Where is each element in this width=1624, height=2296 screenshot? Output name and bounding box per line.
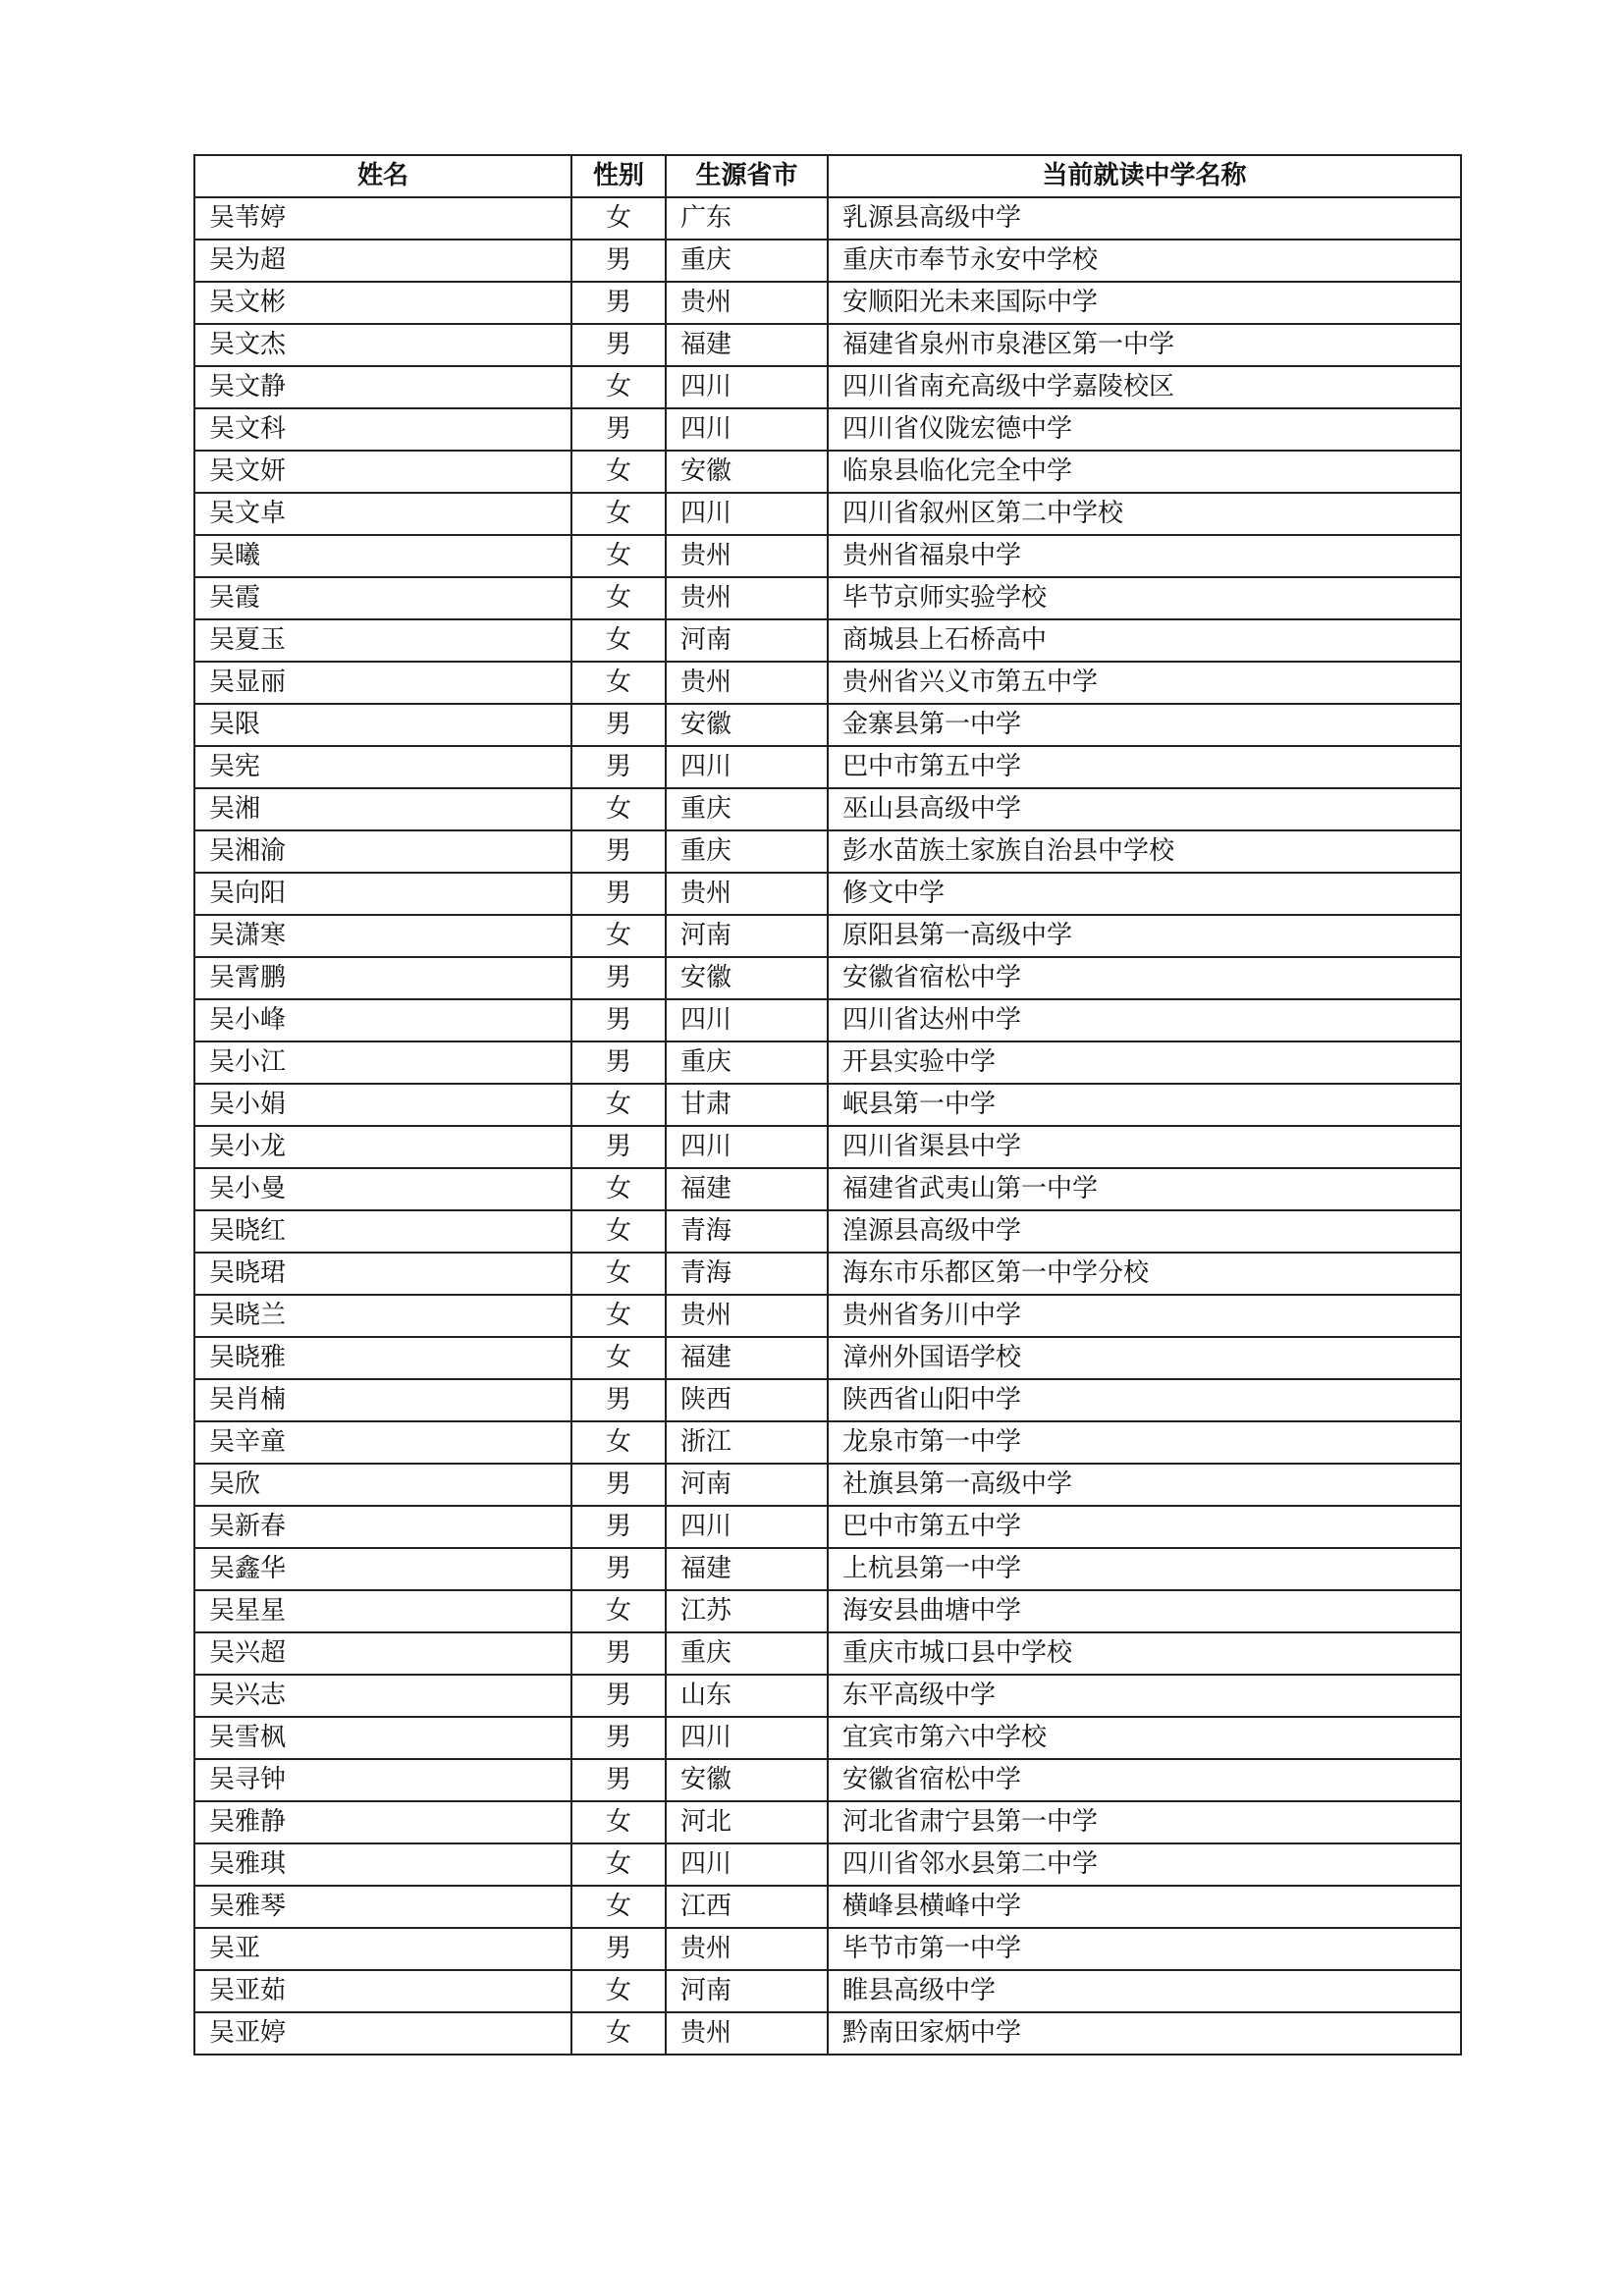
cell-gender: 男 (571, 1717, 666, 1759)
cell-name: 吴晓珺 (194, 1253, 571, 1295)
table-row (194, 1759, 1461, 1801)
cell-name: 吴小峰 (194, 999, 571, 1041)
table-row (194, 1041, 1461, 1084)
table-row (194, 619, 1461, 662)
cell-province: 四川 (666, 1506, 828, 1548)
cell-province: 甘肃 (666, 1084, 828, 1126)
cell-school: 巴中市第五中学 (828, 1506, 1461, 1548)
cell-school: 巴中市第五中学 (828, 746, 1461, 788)
table-row (194, 1717, 1461, 1759)
table-row (194, 1548, 1461, 1590)
cell-province: 河南 (666, 1970, 828, 2012)
cell-gender: 男 (571, 957, 666, 999)
table-row (194, 1464, 1461, 1506)
cell-name: 吴雅静 (194, 1801, 571, 1843)
header-name: 姓名 (194, 155, 571, 197)
cell-gender: 男 (571, 408, 666, 451)
table-row (194, 830, 1461, 873)
table-row (194, 915, 1461, 957)
cell-gender: 女 (571, 619, 666, 662)
cell-name: 吴星星 (194, 1590, 571, 1632)
cell-school: 安徽省宿松中学 (828, 1759, 1461, 1801)
cell-school: 重庆市奉节永安中学校 (828, 240, 1461, 282)
document-page (193, 154, 1460, 2056)
cell-school: 四川省仪陇宏德中学 (828, 408, 1461, 451)
cell-province: 山东 (666, 1675, 828, 1717)
cell-gender: 女 (571, 915, 666, 957)
cell-province: 贵州 (666, 577, 828, 619)
cell-name: 吴霄鹏 (194, 957, 571, 999)
cell-name: 吴欣 (194, 1464, 571, 1506)
cell-school: 贵州省务川中学 (828, 1295, 1461, 1337)
cell-gender: 男 (571, 1548, 666, 1590)
cell-gender: 女 (571, 1295, 666, 1337)
cell-school: 岷县第一中学 (828, 1084, 1461, 1126)
cell-province: 四川 (666, 493, 828, 535)
table-row (194, 1506, 1461, 1548)
cell-province: 贵州 (666, 282, 828, 324)
cell-gender: 女 (571, 1801, 666, 1843)
cell-province: 江苏 (666, 1590, 828, 1632)
cell-school: 陕西省山阳中学 (828, 1379, 1461, 1421)
cell-school: 重庆市城口县中学校 (828, 1632, 1461, 1675)
cell-name: 吴寻钟 (194, 1759, 571, 1801)
table-row (194, 408, 1461, 451)
header-gender: 性别 (571, 155, 666, 197)
table-row (194, 1801, 1461, 1843)
table-row (194, 535, 1461, 577)
cell-gender: 女 (571, 493, 666, 535)
header-province: 生源省市 (666, 155, 828, 197)
table-row (194, 451, 1461, 493)
header-school: 当前就读中学名称 (828, 155, 1461, 197)
cell-province: 重庆 (666, 830, 828, 873)
table-row (194, 1210, 1461, 1253)
cell-name: 吴湘渝 (194, 830, 571, 873)
cell-school: 商城县上石桥高中 (828, 619, 1461, 662)
cell-school: 四川省南充高级中学嘉陵校区 (828, 366, 1461, 408)
cell-province: 四川 (666, 366, 828, 408)
cell-name: 吴文卓 (194, 493, 571, 535)
cell-school: 巫山县高级中学 (828, 788, 1461, 830)
table-row (194, 2012, 1461, 2055)
cell-province: 安徽 (666, 704, 828, 746)
cell-name: 吴肖楠 (194, 1379, 571, 1421)
cell-school: 东平高级中学 (828, 1675, 1461, 1717)
cell-school: 黔南田家炳中学 (828, 2012, 1461, 2055)
cell-province: 河南 (666, 1464, 828, 1506)
cell-name: 吴亚婷 (194, 2012, 571, 2055)
table-row (194, 746, 1461, 788)
table-row (194, 999, 1461, 1041)
cell-province: 河南 (666, 915, 828, 957)
cell-school: 漳州外国语学校 (828, 1337, 1461, 1379)
cell-school: 福建省泉州市泉港区第一中学 (828, 324, 1461, 366)
cell-name: 吴辛童 (194, 1421, 571, 1464)
cell-gender: 男 (571, 1041, 666, 1084)
cell-name: 吴晓兰 (194, 1295, 571, 1337)
cell-name: 吴湘 (194, 788, 571, 830)
cell-gender: 女 (571, 1970, 666, 2012)
cell-school: 原阳县第一高级中学 (828, 915, 1461, 957)
cell-province: 安徽 (666, 1759, 828, 1801)
cell-school: 社旗县第一高级中学 (828, 1464, 1461, 1506)
cell-school: 湟源县高级中学 (828, 1210, 1461, 1253)
cell-gender: 女 (571, 1421, 666, 1464)
cell-province: 重庆 (666, 240, 828, 282)
cell-school: 金寨县第一中学 (828, 704, 1461, 746)
table-row (194, 1253, 1461, 1295)
cell-gender: 女 (571, 577, 666, 619)
table-row (194, 197, 1461, 240)
cell-gender: 女 (571, 535, 666, 577)
cell-gender: 女 (571, 366, 666, 408)
cell-name: 吴霞 (194, 577, 571, 619)
cell-gender: 女 (571, 1337, 666, 1379)
table-row (194, 873, 1461, 915)
table-row (194, 1928, 1461, 1970)
cell-gender: 女 (571, 1590, 666, 1632)
cell-gender: 男 (571, 746, 666, 788)
table-row (194, 1295, 1461, 1337)
cell-province: 贵州 (666, 535, 828, 577)
cell-name: 吴小龙 (194, 1126, 571, 1168)
table-row (194, 1084, 1461, 1126)
cell-province: 广东 (666, 197, 828, 240)
cell-school: 毕节京师实验学校 (828, 577, 1461, 619)
cell-name: 吴宪 (194, 746, 571, 788)
cell-school: 彭水苗族土家族自治县中学校 (828, 830, 1461, 873)
cell-name: 吴文静 (194, 366, 571, 408)
cell-name: 吴亚茹 (194, 1970, 571, 2012)
cell-province: 青海 (666, 1253, 828, 1295)
cell-province: 重庆 (666, 788, 828, 830)
table-row (194, 1421, 1461, 1464)
table-row (194, 788, 1461, 830)
cell-province: 四川 (666, 999, 828, 1041)
cell-gender: 男 (571, 873, 666, 915)
cell-gender: 女 (571, 662, 666, 704)
cell-province: 安徽 (666, 451, 828, 493)
student-roster-table (193, 154, 1462, 2056)
cell-province: 浙江 (666, 1421, 828, 1464)
cell-name: 吴向阳 (194, 873, 571, 915)
cell-gender: 男 (571, 999, 666, 1041)
cell-name: 吴为超 (194, 240, 571, 282)
cell-name: 吴小娟 (194, 1084, 571, 1126)
cell-school: 宜宾市第六中学校 (828, 1717, 1461, 1759)
table-row (194, 1970, 1461, 2012)
cell-province: 贵州 (666, 1295, 828, 1337)
cell-name: 吴晓雅 (194, 1337, 571, 1379)
table-row (194, 1886, 1461, 1928)
cell-province: 重庆 (666, 1041, 828, 1084)
cell-name: 吴雪枫 (194, 1717, 571, 1759)
cell-school: 上杭县第一中学 (828, 1548, 1461, 1590)
cell-name: 吴雅琴 (194, 1886, 571, 1928)
cell-province: 贵州 (666, 1928, 828, 1970)
table-body (194, 197, 1461, 2055)
cell-name: 吴鑫华 (194, 1548, 571, 1590)
cell-gender: 女 (571, 788, 666, 830)
table-row (194, 282, 1461, 324)
table-row (194, 1590, 1461, 1632)
cell-name: 吴文科 (194, 408, 571, 451)
cell-school: 毕节市第一中学 (828, 1928, 1461, 1970)
cell-province: 福建 (666, 1337, 828, 1379)
cell-school: 四川省邻水县第二中学 (828, 1843, 1461, 1886)
cell-province: 福建 (666, 324, 828, 366)
cell-name: 吴晓红 (194, 1210, 571, 1253)
cell-name: 吴夏玉 (194, 619, 571, 662)
cell-school: 安徽省宿松中学 (828, 957, 1461, 999)
cell-school: 贵州省福泉中学 (828, 535, 1461, 577)
cell-gender: 男 (571, 1632, 666, 1675)
cell-gender: 女 (571, 1084, 666, 1126)
cell-school: 龙泉市第一中学 (828, 1421, 1461, 1464)
cell-province: 陕西 (666, 1379, 828, 1421)
cell-name: 吴兴志 (194, 1675, 571, 1717)
cell-name: 吴苇婷 (194, 197, 571, 240)
cell-school: 四川省渠县中学 (828, 1126, 1461, 1168)
cell-gender: 男 (571, 1759, 666, 1801)
cell-gender: 男 (571, 1506, 666, 1548)
cell-province: 河北 (666, 1801, 828, 1843)
cell-gender: 男 (571, 1675, 666, 1717)
cell-province: 四川 (666, 1126, 828, 1168)
cell-gender: 女 (571, 1886, 666, 1928)
cell-name: 吴新春 (194, 1506, 571, 1548)
cell-school: 海安县曲塘中学 (828, 1590, 1461, 1632)
cell-gender: 女 (571, 197, 666, 240)
table-row (194, 957, 1461, 999)
cell-school: 横峰县横峰中学 (828, 1886, 1461, 1928)
cell-name: 吴限 (194, 704, 571, 746)
cell-province: 四川 (666, 1843, 828, 1886)
table-row (194, 240, 1461, 282)
cell-province: 四川 (666, 746, 828, 788)
table-row (194, 366, 1461, 408)
cell-province: 贵州 (666, 2012, 828, 2055)
cell-gender: 男 (571, 1464, 666, 1506)
cell-province: 河南 (666, 619, 828, 662)
table-row (194, 1843, 1461, 1886)
cell-province: 江西 (666, 1886, 828, 1928)
cell-gender: 男 (571, 282, 666, 324)
table-row (194, 493, 1461, 535)
cell-province: 四川 (666, 408, 828, 451)
cell-name: 吴小曼 (194, 1168, 571, 1210)
cell-school: 四川省达州中学 (828, 999, 1461, 1041)
cell-school: 乳源县高级中学 (828, 197, 1461, 240)
table-row (194, 704, 1461, 746)
table-row (194, 1126, 1461, 1168)
cell-province: 四川 (666, 1717, 828, 1759)
cell-gender: 男 (571, 240, 666, 282)
table-row (194, 1337, 1461, 1379)
table-row (194, 1168, 1461, 1210)
cell-gender: 女 (571, 2012, 666, 2055)
cell-name: 吴小江 (194, 1041, 571, 1084)
table-row (194, 1379, 1461, 1421)
cell-name: 吴文杰 (194, 324, 571, 366)
table-header-row (194, 155, 1461, 197)
cell-province: 重庆 (666, 1632, 828, 1675)
table-row (194, 1675, 1461, 1717)
table-row (194, 577, 1461, 619)
cell-province: 青海 (666, 1210, 828, 1253)
cell-name: 吴文妍 (194, 451, 571, 493)
cell-school: 睢县高级中学 (828, 1970, 1461, 2012)
cell-name: 吴雅琪 (194, 1843, 571, 1886)
cell-name: 吴显丽 (194, 662, 571, 704)
cell-school: 安顺阳光未来国际中学 (828, 282, 1461, 324)
cell-school: 开县实验中学 (828, 1041, 1461, 1084)
cell-school: 修文中学 (828, 873, 1461, 915)
cell-gender: 女 (571, 451, 666, 493)
cell-province: 福建 (666, 1548, 828, 1590)
table-row (194, 324, 1461, 366)
cell-name: 吴亚 (194, 1928, 571, 1970)
cell-gender: 男 (571, 1126, 666, 1168)
cell-school: 临泉县临化完全中学 (828, 451, 1461, 493)
cell-gender: 女 (571, 1843, 666, 1886)
cell-province: 福建 (666, 1168, 828, 1210)
cell-gender: 男 (571, 1379, 666, 1421)
cell-province: 贵州 (666, 873, 828, 915)
cell-name: 吴文彬 (194, 282, 571, 324)
cell-province: 安徽 (666, 957, 828, 999)
cell-gender: 女 (571, 1253, 666, 1295)
cell-school: 海东市乐都区第一中学分校 (828, 1253, 1461, 1295)
cell-name: 吴潇寒 (194, 915, 571, 957)
cell-school: 贵州省兴义市第五中学 (828, 662, 1461, 704)
cell-name: 吴兴超 (194, 1632, 571, 1675)
cell-gender: 男 (571, 704, 666, 746)
cell-gender: 女 (571, 1168, 666, 1210)
cell-school: 河北省肃宁县第一中学 (828, 1801, 1461, 1843)
cell-gender: 男 (571, 324, 666, 366)
cell-gender: 男 (571, 830, 666, 873)
cell-school: 四川省叙州区第二中学校 (828, 493, 1461, 535)
cell-gender: 女 (571, 1210, 666, 1253)
cell-province: 贵州 (666, 662, 828, 704)
cell-school: 福建省武夷山第一中学 (828, 1168, 1461, 1210)
cell-name: 吴曦 (194, 535, 571, 577)
cell-gender: 男 (571, 1928, 666, 1970)
table-row (194, 662, 1461, 704)
table-row (194, 1632, 1461, 1675)
